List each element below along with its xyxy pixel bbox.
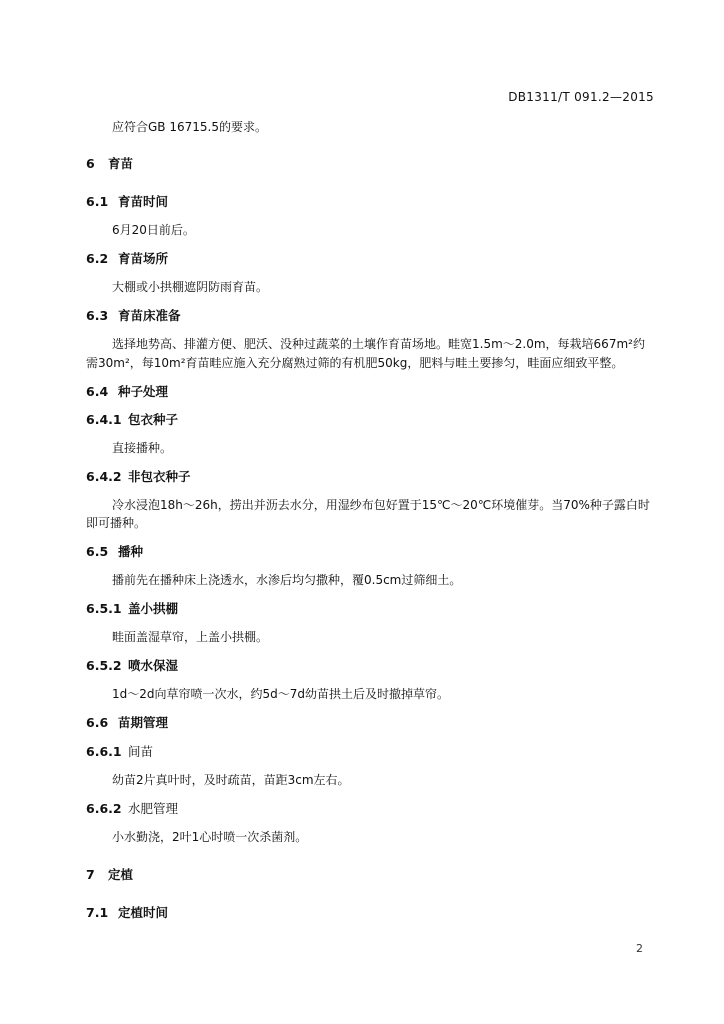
- section-title: 播种: [118, 544, 144, 559]
- section-number: 6.4.1: [86, 412, 122, 427]
- section-number: 6.3: [86, 308, 109, 323]
- section-heading-6-4-1: [86, 413, 724, 427]
- paragraph-continuation: 即可播种。: [86, 516, 147, 530]
- section-heading-6-5-1: [86, 602, 724, 616]
- section-title: 水肥管理: [128, 801, 179, 816]
- section-heading-6-5-2: [86, 659, 724, 673]
- document-code: DB1311/T 091.2—2015: [508, 90, 654, 104]
- section-number: 7.1: [86, 905, 109, 920]
- section-heading-6-6-1: [86, 745, 724, 759]
- paragraph: 选择地势高、排灌方便、肥沃、没种过蔬菜的土壤作育苗场地。畦宽1.5m～2.0m，每栽培667m²约: [112, 337, 645, 351]
- section-heading-6-3: [86, 309, 724, 323]
- section-title: 育苗时间: [118, 194, 169, 209]
- section-heading-6-4: [86, 385, 724, 399]
- paragraph: 小水勤浇，2叶1心时喷一次杀菌剂。: [112, 830, 308, 844]
- section-heading-6-2: [86, 252, 724, 266]
- paragraph: 冷水浸泡18h～26h，捞出并沥去水分，用湿纱布包好置于15℃～20℃环境催芽。当70%种子露白时: [112, 498, 650, 512]
- paragraph: 应符合GB 16715.5的要求。: [112, 120, 267, 134]
- section-title: 喷水保湿: [128, 658, 179, 673]
- section-title: 定植: [108, 867, 134, 882]
- section-title: 包衣种子: [128, 412, 179, 427]
- section-number: 6.1: [86, 194, 109, 209]
- section-title: 育苗场所: [118, 251, 169, 266]
- section-title: 种子处理: [118, 384, 169, 399]
- section-title: 间苗: [128, 744, 154, 759]
- section-heading-6-4-2: [86, 470, 724, 484]
- section-title: 育苗床准备: [118, 308, 181, 323]
- paragraph: 幼苗2片真叶时，及时疏苗，苗距3cm左右。: [112, 773, 350, 787]
- section-title: 非包衣种子: [128, 469, 191, 484]
- section-number: 6.5.2: [86, 658, 122, 673]
- section-number: 6.2: [86, 251, 109, 266]
- paragraph: 畦面盖湿草帘，上盖小拱棚。: [112, 630, 269, 644]
- section-title: 盖小拱棚: [128, 601, 179, 616]
- section-heading-6-5: [86, 545, 724, 559]
- section-number: 7: [86, 867, 95, 882]
- paragraph: 6月20日前后。: [112, 223, 195, 237]
- section-number: 6.6.1: [86, 744, 122, 759]
- section-heading-7-1: [86, 906, 724, 920]
- section-heading-6-1: [86, 195, 724, 209]
- section-title: 定植时间: [118, 905, 169, 920]
- section-heading-6-6: [86, 716, 724, 730]
- paragraph-continuation: 需30m²，每10m²育苗畦应施入充分腐熟过筛的有机肥50kg，肥料与畦土要掺匀，畦面应细致平整。: [86, 356, 624, 370]
- section-number: 6.6: [86, 715, 109, 730]
- paragraph: 1d～2d向草帘喷一次水，约5d～7d幼苗拱土后及时撤掉草帘。: [112, 687, 450, 701]
- section-number: 6.4.2: [86, 469, 122, 484]
- section-number: 6.6.2: [86, 801, 122, 816]
- paragraph: 大棚或小拱棚遮阴防雨育苗。: [112, 280, 269, 294]
- section-number: 6.5: [86, 544, 109, 559]
- section-number: 6.5.1: [86, 601, 122, 616]
- section-heading-6: [86, 157, 724, 171]
- section-number: 6.4: [86, 384, 109, 399]
- section-heading-7: [86, 868, 724, 882]
- section-heading-6-6-2: [86, 802, 724, 816]
- page-number: 2: [636, 942, 643, 955]
- section-title: 苗期管理: [118, 715, 169, 730]
- paragraph: 播前先在播种床上浇透水，水渗后均匀撒种，覆0.5cm过筛细土。: [112, 573, 462, 587]
- section-title: 育苗: [108, 156, 134, 171]
- paragraph: 直接播种。: [112, 441, 173, 455]
- section-number: 6: [86, 156, 95, 171]
